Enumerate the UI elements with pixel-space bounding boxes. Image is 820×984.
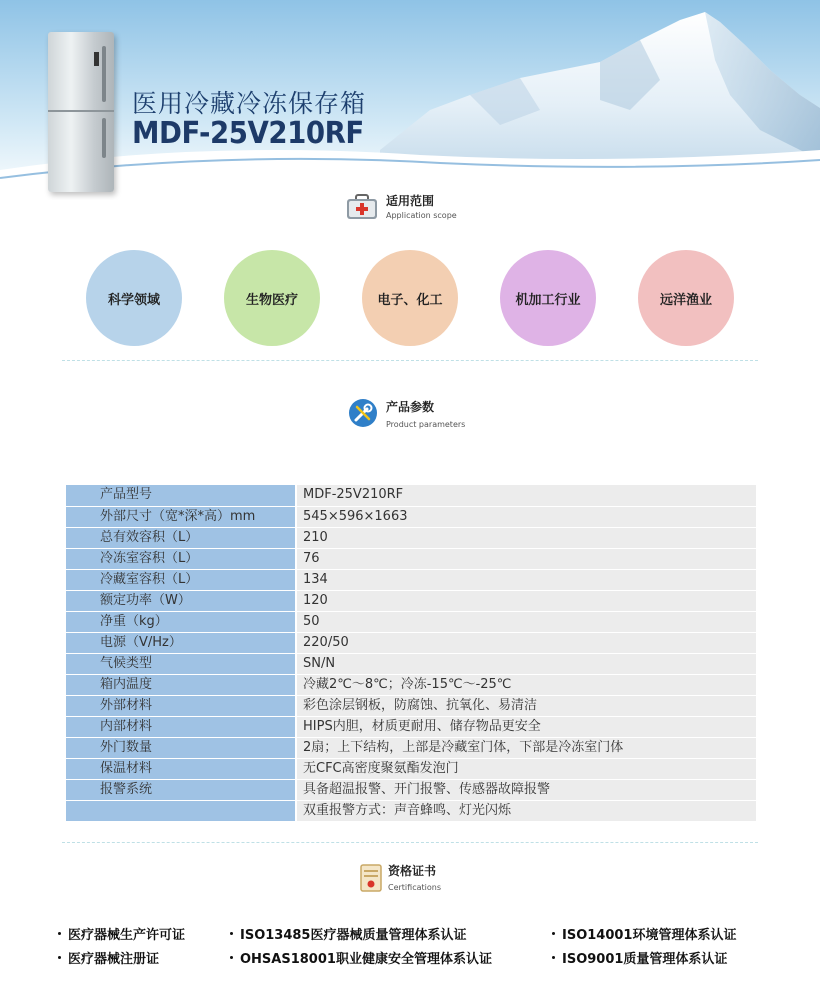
- parameter-value: 545×596×1663: [296, 506, 756, 527]
- certificate-icon: [360, 864, 382, 892]
- snow-mountains-image: [0, 0, 820, 200]
- header-banner: [0, 0, 820, 200]
- parameter-row: [66, 590, 756, 611]
- application-scope-title: 适用范围: [386, 194, 435, 208]
- parameter-row: [66, 800, 756, 821]
- parameters-table: [66, 485, 756, 822]
- parameter-row: [66, 485, 756, 506]
- certifications-header: [360, 864, 441, 893]
- parameter-label: 额定功率（W）: [66, 590, 296, 611]
- parameter-row: [66, 506, 756, 527]
- parameter-value: 210: [296, 527, 756, 548]
- parameter-label: 外部材料: [66, 695, 296, 716]
- certifications-title: 资格证书: [388, 864, 437, 878]
- scope-item-ocean-fishery: 远洋渔业: [638, 250, 734, 346]
- product-parameters-title: 产品参数: [386, 400, 435, 414]
- first-aid-kit-icon: [346, 194, 378, 220]
- parameter-value: HIPS内胆，材质更耐用、储存物品更安全: [296, 716, 756, 737]
- certification-item: ISO14001环境管理体系认证: [552, 924, 736, 943]
- parameter-row: [66, 674, 756, 695]
- parameter-value: 无CFC高密度聚氨酯发泡门: [296, 758, 756, 779]
- parameter-value: 2扇；上下结构，上部是冷藏室门体，下部是冷冻室门体: [296, 737, 756, 758]
- divider: [62, 360, 758, 361]
- certification-item: OHSAS18001职业健康安全管理体系认证: [230, 948, 492, 967]
- parameter-label: [66, 800, 296, 821]
- certification-item: ISO13485医疗器械质量管理体系认证: [230, 924, 466, 943]
- tools-icon: [348, 398, 378, 428]
- parameter-value: 120: [296, 590, 756, 611]
- parameter-row: [66, 569, 756, 590]
- parameter-label: 内部材料: [66, 716, 296, 737]
- parameter-row: [66, 716, 756, 737]
- certification-item: 医疗器械注册证: [58, 948, 159, 967]
- parameter-value: 76: [296, 548, 756, 569]
- parameter-value: MDF-25V210RF: [296, 485, 756, 506]
- product-parameters-header: [348, 398, 465, 430]
- application-scope-subtitle: Application scope: [386, 211, 457, 220]
- parameter-value: 具备超温报警、开门报警、传感器故障报警: [296, 779, 756, 800]
- parameter-row: [66, 653, 756, 674]
- application-scope-list: [86, 250, 746, 346]
- application-scope-header: [346, 194, 457, 221]
- parameter-label: 气候类型: [66, 653, 296, 674]
- parameter-value: 134: [296, 569, 756, 590]
- parameter-row: [66, 632, 756, 653]
- scope-item-electronics-chemical: 电子、化工: [362, 250, 458, 346]
- parameter-value: SN/N: [296, 653, 756, 674]
- product-model: MDF-25V210RF: [132, 116, 364, 151]
- parameter-label: 保温材料: [66, 758, 296, 779]
- product-parameters-subtitle: Product parameters: [386, 420, 466, 429]
- scope-item-machining: 机加工行业: [500, 250, 596, 346]
- certifications-list: [58, 920, 778, 970]
- certifications-subtitle: Certifications: [388, 883, 441, 892]
- parameter-label: 外部尺寸（宽*深*高）mm: [66, 506, 296, 527]
- parameter-label: 总有效容积（L）: [66, 527, 296, 548]
- parameter-label: 电源（V/Hz）: [66, 632, 296, 653]
- parameter-value: 50: [296, 611, 756, 632]
- parameter-value: 220/50: [296, 632, 756, 653]
- parameter-row: [66, 695, 756, 716]
- parameter-row: [66, 737, 756, 758]
- parameter-row: [66, 758, 756, 779]
- parameter-row: [66, 779, 756, 800]
- parameter-label: 箱内温度: [66, 674, 296, 695]
- divider: [62, 842, 758, 843]
- parameter-label: 冷藏室容积（L）: [66, 569, 296, 590]
- parameter-label: 报警系统: [66, 779, 296, 800]
- parameter-value: 彩色涂层钢板，防腐蚀、抗氧化、易清洁: [296, 695, 756, 716]
- parameter-value: 冷藏2℃～8℃；冷冻-15℃～-25℃: [296, 674, 756, 695]
- parameter-label: 产品型号: [66, 485, 296, 506]
- parameter-label: 冷冻室容积（L）: [66, 548, 296, 569]
- parameter-label: 净重（kg）: [66, 611, 296, 632]
- parameter-label: 外门数量: [66, 737, 296, 758]
- parameter-row: [66, 548, 756, 569]
- parameter-value: 双重报警方式：声音蜂鸣、灯光闪烁: [296, 800, 756, 821]
- refrigerator-image: [48, 32, 114, 192]
- certification-item: 医疗器械生产许可证: [58, 924, 185, 943]
- scope-item-biomedical: 生物医疗: [224, 250, 320, 346]
- parameter-row: [66, 611, 756, 632]
- parameter-row: [66, 527, 756, 548]
- scope-item-science: 科学领域: [86, 250, 182, 346]
- product-title: 医用冷藏冷冻保存箱: [132, 89, 367, 118]
- certification-item: ISO9001质量管理体系认证: [552, 948, 727, 967]
